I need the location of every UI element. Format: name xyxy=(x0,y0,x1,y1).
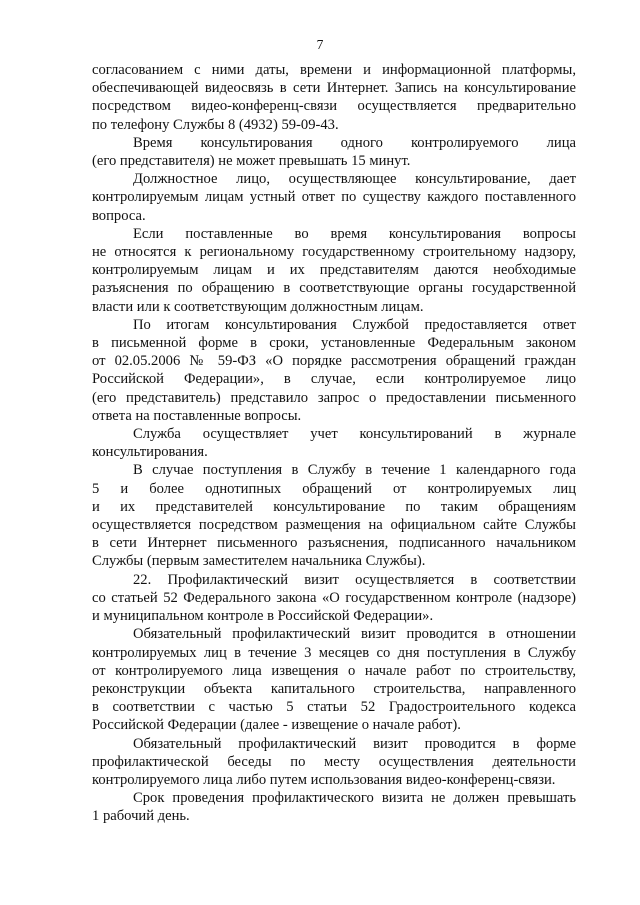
text-line: от 02.05.2006 № 59-ФЗ «О порядке рассмотрения обращений граждан xyxy=(92,353,576,370)
text-line: По итогам консультирования Службой предоставляется ответ xyxy=(133,316,576,333)
paragraph xyxy=(92,789,576,825)
paragraph xyxy=(92,225,576,316)
paragraph xyxy=(92,61,576,134)
text-line: вопроса. xyxy=(92,207,146,224)
text-line: обеспечивающей видеосвязь в сети Интернет. Запись на консультирование xyxy=(92,80,576,97)
text-line: в письменной форме в сроки, установленные Федеральным законом xyxy=(92,335,576,352)
text-line: (его представитель) представило запрос о предоставлении письменного xyxy=(92,389,576,406)
text-line: не относятся к региональному государственному строительному надзору, xyxy=(92,244,576,261)
text-line: (его представителя) не может превышать 15 минут. xyxy=(92,153,411,170)
paragraph xyxy=(92,170,576,225)
text-line: Служба осуществляет учет консультирований в журнале xyxy=(133,426,576,443)
text-line: согласованием с ними даты, времени и информационной платформы, xyxy=(92,62,576,78)
text-line: Если поставленные во время консультирования вопросы xyxy=(133,225,576,242)
text-line: Время консультирования одного контролируемого лица xyxy=(133,134,576,151)
paragraph xyxy=(92,425,576,461)
text-line: 5 и более однотипных обращений от контролируемых лиц xyxy=(92,480,576,497)
text-line: по телефону Службы 8 (4932) 59-09-43. xyxy=(92,116,339,133)
text-line: со статьей 52 Федерального закона «О государственном контроле (надзоре) xyxy=(92,589,576,606)
text-line: посредством видео-конференц-связи осуществляется предварительно xyxy=(92,98,576,115)
text-line: контролируемого лица либо путем использования видео-конференц-связи. xyxy=(92,771,556,788)
text-line: 1 рабочий день. xyxy=(92,808,190,825)
text-line: власти или к соответствующим должностным лицам. xyxy=(92,298,424,315)
paragraph xyxy=(92,461,576,570)
text-line: Обязательный профилактический визит проводится в форме xyxy=(133,735,576,752)
text-line: ответа на поставленные вопросы. xyxy=(92,407,302,424)
text-line: реконструкции объекта капитального строительства, направленного xyxy=(92,680,576,697)
text-line: Службы (первым заместителем начальника Службы). xyxy=(92,553,426,570)
paragraph xyxy=(92,625,576,734)
paragraph xyxy=(92,571,576,626)
text-line: и их представителей консультирование по таким обращениям xyxy=(92,498,576,515)
document-body xyxy=(92,61,576,826)
text-line: профилактической беседы по месту осуществления деятельности xyxy=(92,753,576,770)
text-line: в соответствии с частью 5 статьи 52 Градостроительного кодекса xyxy=(92,699,576,716)
paragraph xyxy=(92,134,576,170)
text-line: Должностное лицо, осуществляющее консультирование, дает xyxy=(133,171,576,188)
page-number: 7 xyxy=(316,37,324,52)
text-line: Обязательный профилактический визит проводится в отношении xyxy=(133,626,576,643)
text-line: Срок проведения профилактического визита не должен превышать xyxy=(133,790,576,807)
text-line: Российской Федерации», в случае, если контролируемое лицо xyxy=(92,371,576,388)
paragraph xyxy=(92,735,576,790)
text-line: 22. Профилактический визит осуществляется в соответствии xyxy=(133,571,576,588)
text-line: консультирования. xyxy=(92,444,208,461)
text-line: В случае поступления в Службу в течение 1 календарного года xyxy=(133,462,576,479)
text-line: контролируемых лиц в течение 3 месяцев со дня поступления в Службу xyxy=(92,644,576,661)
text-line: разъяснения по обращению в соответствующие органы государственной xyxy=(92,280,576,297)
paragraph xyxy=(92,316,576,425)
text-line: в сети Интернет письменного разъяснения, подписанного начальником xyxy=(92,535,576,552)
text-line: Российской Федерации (далее - извещение о начале работ). xyxy=(92,717,461,734)
text-line: и муниципальном контроле в Российской Федерации». xyxy=(92,608,434,625)
text-line: осуществляется посредством размещения на официальном сайте Службы xyxy=(92,517,576,534)
text-line: контролируемым лицам и их представителям даются необходимые xyxy=(92,262,576,279)
text-line: от контролируемого лица извещения о начале работ по строительству, xyxy=(92,662,576,679)
text-line: контролируемым лицам устный ответ по существу каждого поставленного xyxy=(92,189,576,206)
